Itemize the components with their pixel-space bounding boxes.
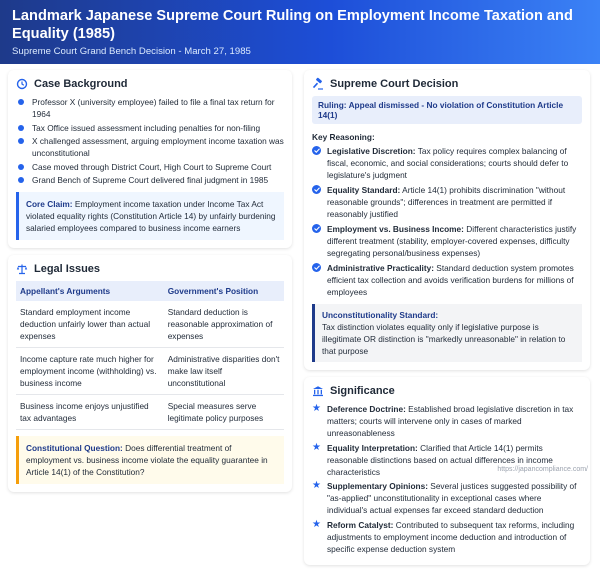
constitutional-question-callout — [16, 436, 284, 484]
list-item: ★ Deference Doctrine: Established broad legislative discretion in tax matters; courts will intervene only in cases of marked unreasonableness — [312, 403, 574, 438]
check-circle-icon — [312, 146, 321, 155]
list-item: ★ Supplementary Opinions: Several justices suggested possibility of "as-applied" unconstitutionality in exceptional cases where individual's actual expenses far exceed standard deduction — [312, 480, 577, 515]
list-item: Professor X (university employee) failed to file a final tax return for 1964 — [16, 96, 284, 120]
core-claim-text: Employment income taxation under Income Tax Act violated equality rights (Constitution Article 14) by unfairly burdening salaried employees compared to business income earners — [26, 199, 276, 233]
case-background-title: Case Background — [34, 78, 128, 90]
star-icon: ★ — [312, 480, 321, 491]
background-list — [16, 96, 284, 186]
star-icon: ★ — [312, 441, 321, 453]
list-item: Administrative Practicality: Standard deduction system promotes efficient tax collection and avoids verification burdens for millions of employees — [312, 262, 582, 298]
unc-label: Unconstitutionality Standard: — [322, 310, 439, 320]
check-circle-icon — [312, 263, 321, 272]
gavel-icon — [312, 78, 324, 90]
list-item: Legislative Discretion: Tax policy requires complex balancing of fiscal, economic, and social considerations; courts should defer to legislature's judgment — [312, 145, 582, 181]
table-header-row — [16, 281, 284, 301]
question-label: Constitutional Question: — [26, 443, 123, 453]
issues-table — [16, 281, 284, 430]
unc-text: Tax distinction violates equality only if legislative purpose is illegitimate OR distinction is "markedly unreasonable" in relation to that purpose — [322, 322, 566, 356]
question-text: Does differential treatment of employment vs. business income violate the equality guarantee in Article 14(1) of the Constitution? — [26, 443, 268, 477]
list-item: X challenged assessment, arguing employment income taxation was unconstitutional — [16, 135, 284, 159]
page-header — [0, 0, 600, 64]
page-title: Landmark Japanese Supreme Court Ruling on Employment Income Taxation and Equality (1985) — [12, 8, 573, 42]
table-row: Business income enjoys unjustified tax advantages Special measures serve legitimate policy purposes — [16, 395, 284, 430]
decision-card — [304, 70, 590, 370]
left-column — [8, 70, 292, 499]
table-row: Income capture rate much higher for employment income (withholding) vs. business income Administrative disparities don't make law itself unconstitutional — [16, 348, 284, 395]
unconstitutionality-callout — [312, 304, 582, 362]
reasoning-list — [312, 145, 582, 298]
list-item: Employment vs. Business Income: Different characteristics justify different treatment (stability, employer-covered expenses, difficulty segregating personal/business expenses) — [312, 223, 582, 259]
significance-title: Significance — [330, 385, 395, 397]
scale-icon — [16, 263, 28, 275]
significance-list — [312, 403, 582, 555]
decision-title: Supreme Court Decision — [330, 78, 459, 90]
col-header-appellant: Appellant's Arguments — [16, 281, 164, 301]
list-item: Case moved through District Court, High Court to Supreme Court — [16, 161, 284, 173]
ruling-banner: Ruling: Appeal dismissed - No violation of Constitution Article 14(1) — [312, 96, 582, 124]
legal-issues-title: Legal Issues — [34, 263, 101, 275]
list-item: Equality Standard: Article 14(1) prohibits discrimination "without reasonable grounds"; differences in treatment are permitted if reasonably justified — [312, 184, 582, 220]
list-item: Grand Bench of Supreme Court delivered final judgment in 1985 — [16, 174, 284, 186]
footer-url[interactable]: https://japancompliance.com/ — [497, 466, 588, 473]
history-icon — [16, 78, 28, 90]
case-background-card — [8, 70, 292, 248]
list-item: ★ Reform Catalyst: Contributed to subsequent tax reforms, including adjustments to employment income deduction and introduction of specific expense deduction system — [312, 518, 575, 554]
core-claim-callout — [16, 192, 284, 240]
star-icon: ★ — [312, 403, 321, 414]
table-row: Standard employment income deduction unfairly lower than actual expenses Standard deduction is reasonable approximation of expenses — [16, 301, 284, 348]
list-item: Tax Office issued assessment including penalties for non-filing — [16, 122, 284, 134]
check-circle-icon — [312, 224, 321, 233]
legal-issues-card — [8, 255, 292, 492]
core-claim-label: Core Claim: — [26, 199, 73, 209]
landmark-icon — [312, 385, 324, 397]
right-column — [304, 70, 590, 572]
key-reasoning-label: Key Reasoning: — [312, 132, 375, 142]
page-subtitle: Supreme Court Grand Bench Decision - March 27, 1985 — [12, 46, 251, 57]
list-item: ★ Equality Interpretation: Clarified that Article 14(1) permits reasonable distinctions based on actual differences in income characteristics — [312, 441, 553, 477]
star-icon: ★ — [312, 518, 321, 530]
col-header-government: Government's Position — [164, 281, 284, 301]
check-circle-icon — [312, 185, 321, 194]
